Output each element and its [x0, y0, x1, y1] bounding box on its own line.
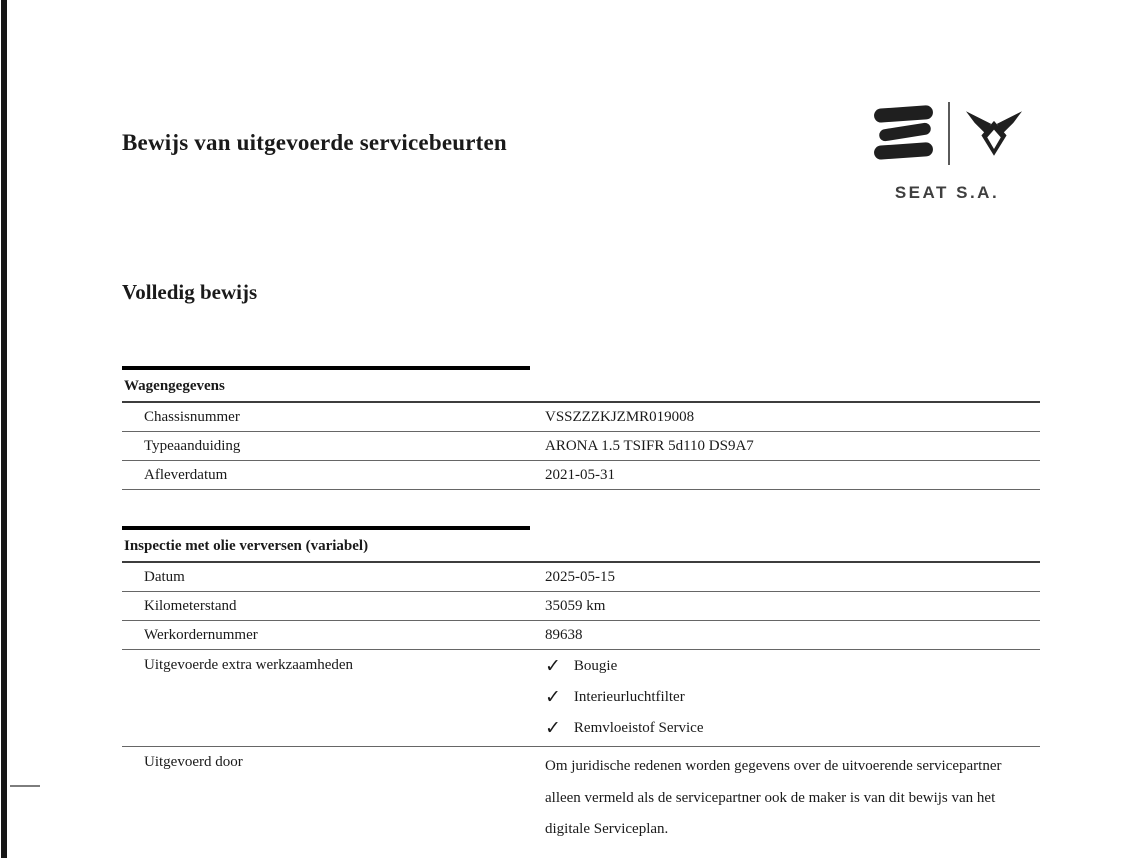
row-label: Kilometerstand: [144, 597, 237, 614]
check-item-label: Interieurluchtfilter: [573, 689, 685, 705]
row-value: VSSZZZKJZMR019008: [545, 408, 695, 425]
row-value: 89638: [545, 626, 583, 643]
row-value: ARONA 1.5 TSIFR 5d110 DS9A7: [545, 437, 754, 454]
data-section: [122, 366, 1040, 490]
check-item-label: Bougie: [573, 658, 618, 674]
brand-block: [858, 98, 1036, 203]
sections-container: [122, 366, 1040, 858]
document-subtitle: Volledig bewijs: [122, 280, 258, 304]
table-row: [122, 621, 1040, 650]
check-item: [545, 682, 1030, 713]
table-row: [122, 592, 1040, 621]
table-row: [122, 563, 1040, 592]
row-label: Uitgevoerde extra werkzaamheden: [144, 657, 354, 673]
row-value: Om juridische redenen worden gegevens over de uitvoerende servicepartner alleen vermeld als de servicepartner ook de maker is van dit bewijs van het digitale Serviceplan.: [545, 758, 1002, 837]
section-heading: Wagengegevens: [122, 370, 1040, 403]
check-icon: ✓: [545, 717, 561, 739]
row-label: Chassisnummer: [144, 408, 240, 425]
row-value: 2025-05-15: [545, 568, 615, 585]
table-row: [122, 461, 1040, 490]
table-row: [122, 432, 1040, 461]
page-left-edge-line: [1, 0, 7, 858]
check-item: [545, 651, 1030, 682]
table-row: [122, 403, 1040, 432]
page-margin-dash: [10, 785, 40, 787]
check-icon: ✓: [545, 655, 561, 677]
table-row: [122, 747, 1040, 856]
row-label: Uitgevoerd door: [144, 754, 243, 770]
section-heading: Inspectie met olie verversen (variabel): [122, 530, 1040, 563]
row-label: Datum: [144, 568, 185, 585]
row-label: Typeaanduiding: [144, 437, 241, 454]
row-value: [545, 650, 1040, 746]
check-icon: ✓: [545, 686, 561, 708]
seat-logo-icon: [871, 105, 937, 161]
check-item: [545, 713, 1030, 744]
data-section: [122, 526, 1040, 856]
section-rows: [122, 563, 1040, 856]
check-item-label: Remvloeistof Service: [573, 720, 704, 736]
logo-divider-line: [948, 102, 950, 165]
section-rows: [122, 403, 1040, 490]
row-value: 2021-05-31: [545, 466, 615, 483]
row-label: Werkordernummer: [144, 626, 258, 643]
row-value: 35059 km: [545, 597, 606, 614]
cupra-logo-icon: [965, 110, 1023, 157]
document-title: Bewijs van uitgevoerde servicebeurten: [122, 130, 507, 155]
brand-name: SEAT S.A.: [894, 183, 1000, 202]
row-label: Afleverdatum: [144, 466, 228, 483]
brand-logos: [871, 98, 1023, 168]
table-row: [122, 650, 1040, 747]
